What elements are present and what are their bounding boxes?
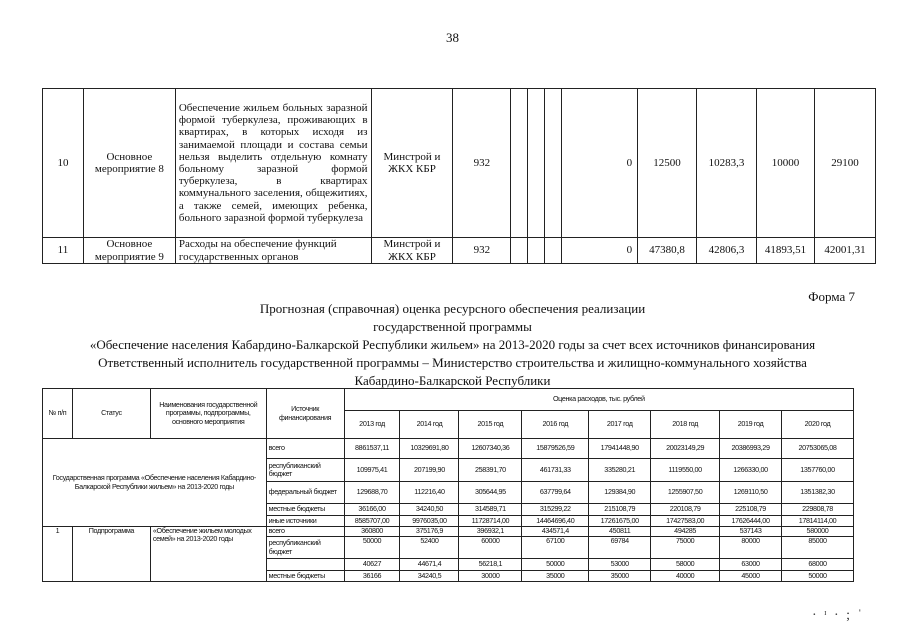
source-label: республиканский бюджет xyxy=(266,459,344,482)
row-number: 11 xyxy=(43,238,84,264)
row-value: 42001,31 xyxy=(814,238,875,264)
header-row xyxy=(43,389,854,411)
row-value: 0 xyxy=(562,89,638,238)
source-label: федеральный бюджет xyxy=(266,482,344,504)
resources-table xyxy=(42,388,854,582)
value-cell: 53000 xyxy=(589,559,651,571)
header-name: Наименования государственной программы, подпрограммы, основного мероприятия xyxy=(150,389,266,439)
header-year: 2017 год xyxy=(589,411,651,439)
row-value: 10283,3 xyxy=(697,89,757,238)
title-line-5: Кабардино-Балкарской Республики xyxy=(354,373,551,388)
table-row xyxy=(43,527,854,537)
value-cell: 17261675,00 xyxy=(589,516,651,527)
value-cell: 305644,95 xyxy=(459,482,522,504)
row-value: 42806,3 xyxy=(697,238,757,264)
value-cell: 20753065,08 xyxy=(782,439,854,459)
row-value: 12500 xyxy=(638,89,697,238)
subprogram-status: Подпрограмма xyxy=(72,527,150,582)
row-executor: Минстрой и ЖКХ КБР xyxy=(371,238,453,264)
value-cell: 44671,4 xyxy=(400,559,459,571)
value-cell: 35000 xyxy=(589,571,651,582)
value-cell: 8585707,00 xyxy=(344,516,400,527)
value-cell: 360800 xyxy=(344,527,400,537)
value-cell: 494285 xyxy=(651,527,720,537)
value-cell: 36166,00 xyxy=(344,504,400,516)
value-cell: 314589,71 xyxy=(459,504,522,516)
row-cell xyxy=(511,238,528,264)
header-year: 2015 год xyxy=(459,411,522,439)
value-cell: 80000 xyxy=(720,537,782,559)
value-cell: 34240,50 xyxy=(400,504,459,516)
value-cell: 315299,22 xyxy=(522,504,589,516)
value-cell: 461731,33 xyxy=(522,459,589,482)
value-cell: 50000 xyxy=(522,559,589,571)
value-cell: 68000 xyxy=(782,559,854,571)
value-cell: 434571,4 xyxy=(522,527,589,537)
value-cell: 14464696,40 xyxy=(522,516,589,527)
value-cell: 35000 xyxy=(522,571,589,582)
title-line-4: Ответственный исполнитель государственной программы – Министерство строительства и жилищно-коммунального хозяйства xyxy=(98,355,807,370)
value-cell: 30000 xyxy=(459,571,522,582)
row-cell xyxy=(545,238,562,264)
row-value: 0 xyxy=(562,238,638,264)
form-label: Форма 7 xyxy=(808,289,855,304)
source-label xyxy=(266,559,344,571)
header-year: 2016 год xyxy=(522,411,589,439)
value-cell: 20386993,29 xyxy=(720,439,782,459)
header-year: 2020 год xyxy=(782,411,854,439)
header-estimate: Оценка расходов, тыс. рублей xyxy=(344,389,853,411)
value-cell: 15879526,59 xyxy=(522,439,589,459)
header-year: 2014 год xyxy=(400,411,459,439)
title-line-1: Прогнозная (справочная) оценка ресурсного обеспечения реализации xyxy=(259,301,646,316)
value-cell: 1357760,00 xyxy=(782,459,854,482)
value-cell: 207199,90 xyxy=(400,459,459,482)
page-number: 38 xyxy=(446,30,459,45)
value-cell: 220108,79 xyxy=(651,504,720,516)
title-line-2: государственной программы xyxy=(373,319,532,334)
value-cell: 17941448,90 xyxy=(589,439,651,459)
header-year: 2018 год xyxy=(651,411,720,439)
row-status: Основное мероприятие 8 xyxy=(83,89,175,238)
program-label: Государственная программа «Обеспечение населения Кабардино-Балкарской Республики жильем» на 2013-2020 годы xyxy=(43,439,267,527)
row-code: 932 xyxy=(453,89,511,238)
value-cell: 17626444,00 xyxy=(720,516,782,527)
source-label: всего xyxy=(266,527,344,537)
row-number: 10 xyxy=(43,89,84,238)
value-cell: 17427583,00 xyxy=(651,516,720,527)
row-cell xyxy=(528,89,545,238)
value-cell: 67100 xyxy=(522,537,589,559)
header-num: № п/п xyxy=(43,389,73,439)
value-cell: 85000 xyxy=(782,537,854,559)
row-value: 47380,8 xyxy=(638,238,697,264)
value-cell: 537143 xyxy=(720,527,782,537)
row-executor: Минстрой и ЖКХ КБР xyxy=(371,89,453,238)
row-value: 29100 xyxy=(814,89,875,238)
row-name: Расходы на обеспечение функций государственных органов xyxy=(175,238,371,264)
value-cell: 450811 xyxy=(589,527,651,537)
header-year: 2013 год xyxy=(344,411,400,439)
value-cell: 50000 xyxy=(344,537,400,559)
value-cell: 45000 xyxy=(720,571,782,582)
row-status: Основное мероприятие 9 xyxy=(83,238,175,264)
row-cell xyxy=(545,89,562,238)
value-cell: 52400 xyxy=(400,537,459,559)
value-cell: 129384,90 xyxy=(589,482,651,504)
value-cell: 109975,41 xyxy=(344,459,400,482)
value-cell: 63000 xyxy=(720,559,782,571)
table-row xyxy=(43,238,876,264)
value-cell: 258391,70 xyxy=(459,459,522,482)
row-cell xyxy=(528,238,545,264)
source-label: всего xyxy=(266,439,344,459)
value-cell: 58000 xyxy=(651,559,720,571)
header-year: 2019 год xyxy=(720,411,782,439)
value-cell: 40627 xyxy=(344,559,400,571)
header-status: Статус xyxy=(72,389,150,439)
row-value: 10000 xyxy=(756,89,814,238)
value-cell: 215108,79 xyxy=(589,504,651,516)
scan-marks: · ᶦ · ; ˈ xyxy=(812,608,865,623)
value-cell: 20023149,29 xyxy=(651,439,720,459)
value-cell: 75000 xyxy=(651,537,720,559)
subprogram-name: «Обеспечение жильем молодых семей» на 2013-2020 годы xyxy=(150,527,266,582)
row-code: 932 xyxy=(453,238,511,264)
source-label: иные источники xyxy=(266,516,344,527)
value-cell: 375176,9 xyxy=(400,527,459,537)
value-cell: 1255907,50 xyxy=(651,482,720,504)
value-cell: 580000 xyxy=(782,527,854,537)
value-cell: 60000 xyxy=(459,537,522,559)
value-cell: 12607340,36 xyxy=(459,439,522,459)
value-cell: 40000 xyxy=(651,571,720,582)
table-row xyxy=(43,89,876,238)
value-cell: 1119550,00 xyxy=(651,459,720,482)
value-cell: 637799,64 xyxy=(522,482,589,504)
source-label: республиканский бюджет xyxy=(266,537,344,559)
subprogram-number: 1 xyxy=(43,527,73,582)
value-cell: 69784 xyxy=(589,537,651,559)
row-value: 41893,51 xyxy=(756,238,814,264)
value-cell: 335280,21 xyxy=(589,459,651,482)
value-cell: 10329691,80 xyxy=(400,439,459,459)
value-cell: 229808,78 xyxy=(782,504,854,516)
value-cell: 1266330,00 xyxy=(720,459,782,482)
value-cell: 225108,79 xyxy=(720,504,782,516)
value-cell: 56218,1 xyxy=(459,559,522,571)
value-cell: 8861537,11 xyxy=(344,439,400,459)
title-line-3: «Обеспечение населения Кабардино-Балкарской Республики жильем» на 2013-2020 годы за счет всех источников финансирования xyxy=(89,337,816,352)
value-cell: 34240,5 xyxy=(400,571,459,582)
row-cell xyxy=(511,89,528,238)
value-cell: 1269110,50 xyxy=(720,482,782,504)
value-cell: 50000 xyxy=(782,571,854,582)
value-cell: 9976035,00 xyxy=(400,516,459,527)
value-cell: 17814114,00 xyxy=(782,516,854,527)
value-cell: 396932,1 xyxy=(459,527,522,537)
source-label: местные бюджеты xyxy=(266,504,344,516)
table-row xyxy=(43,439,854,459)
value-cell: 11728714,00 xyxy=(459,516,522,527)
header-source: Источник финансирования xyxy=(266,389,344,439)
value-cell: 36166 xyxy=(344,571,400,582)
measures-table xyxy=(42,88,876,264)
source-label: местные бюджеты xyxy=(266,571,344,582)
value-cell: 129688,70 xyxy=(344,482,400,504)
row-name: Обеспечение жильем больных заразной формой туберкулеза, проживающих в квартирах, в которых исходя из занимаемой площади и состава семьи нельзя выделить отдельную комнату больному заразной формой туберкулеза, в квартирах коммунального заселения, общежитиях, а также семей, имеющих ребенка, больного заразной формой туберкулеза xyxy=(175,89,371,238)
value-cell: 1351382,30 xyxy=(782,482,854,504)
value-cell: 112216,40 xyxy=(400,482,459,504)
